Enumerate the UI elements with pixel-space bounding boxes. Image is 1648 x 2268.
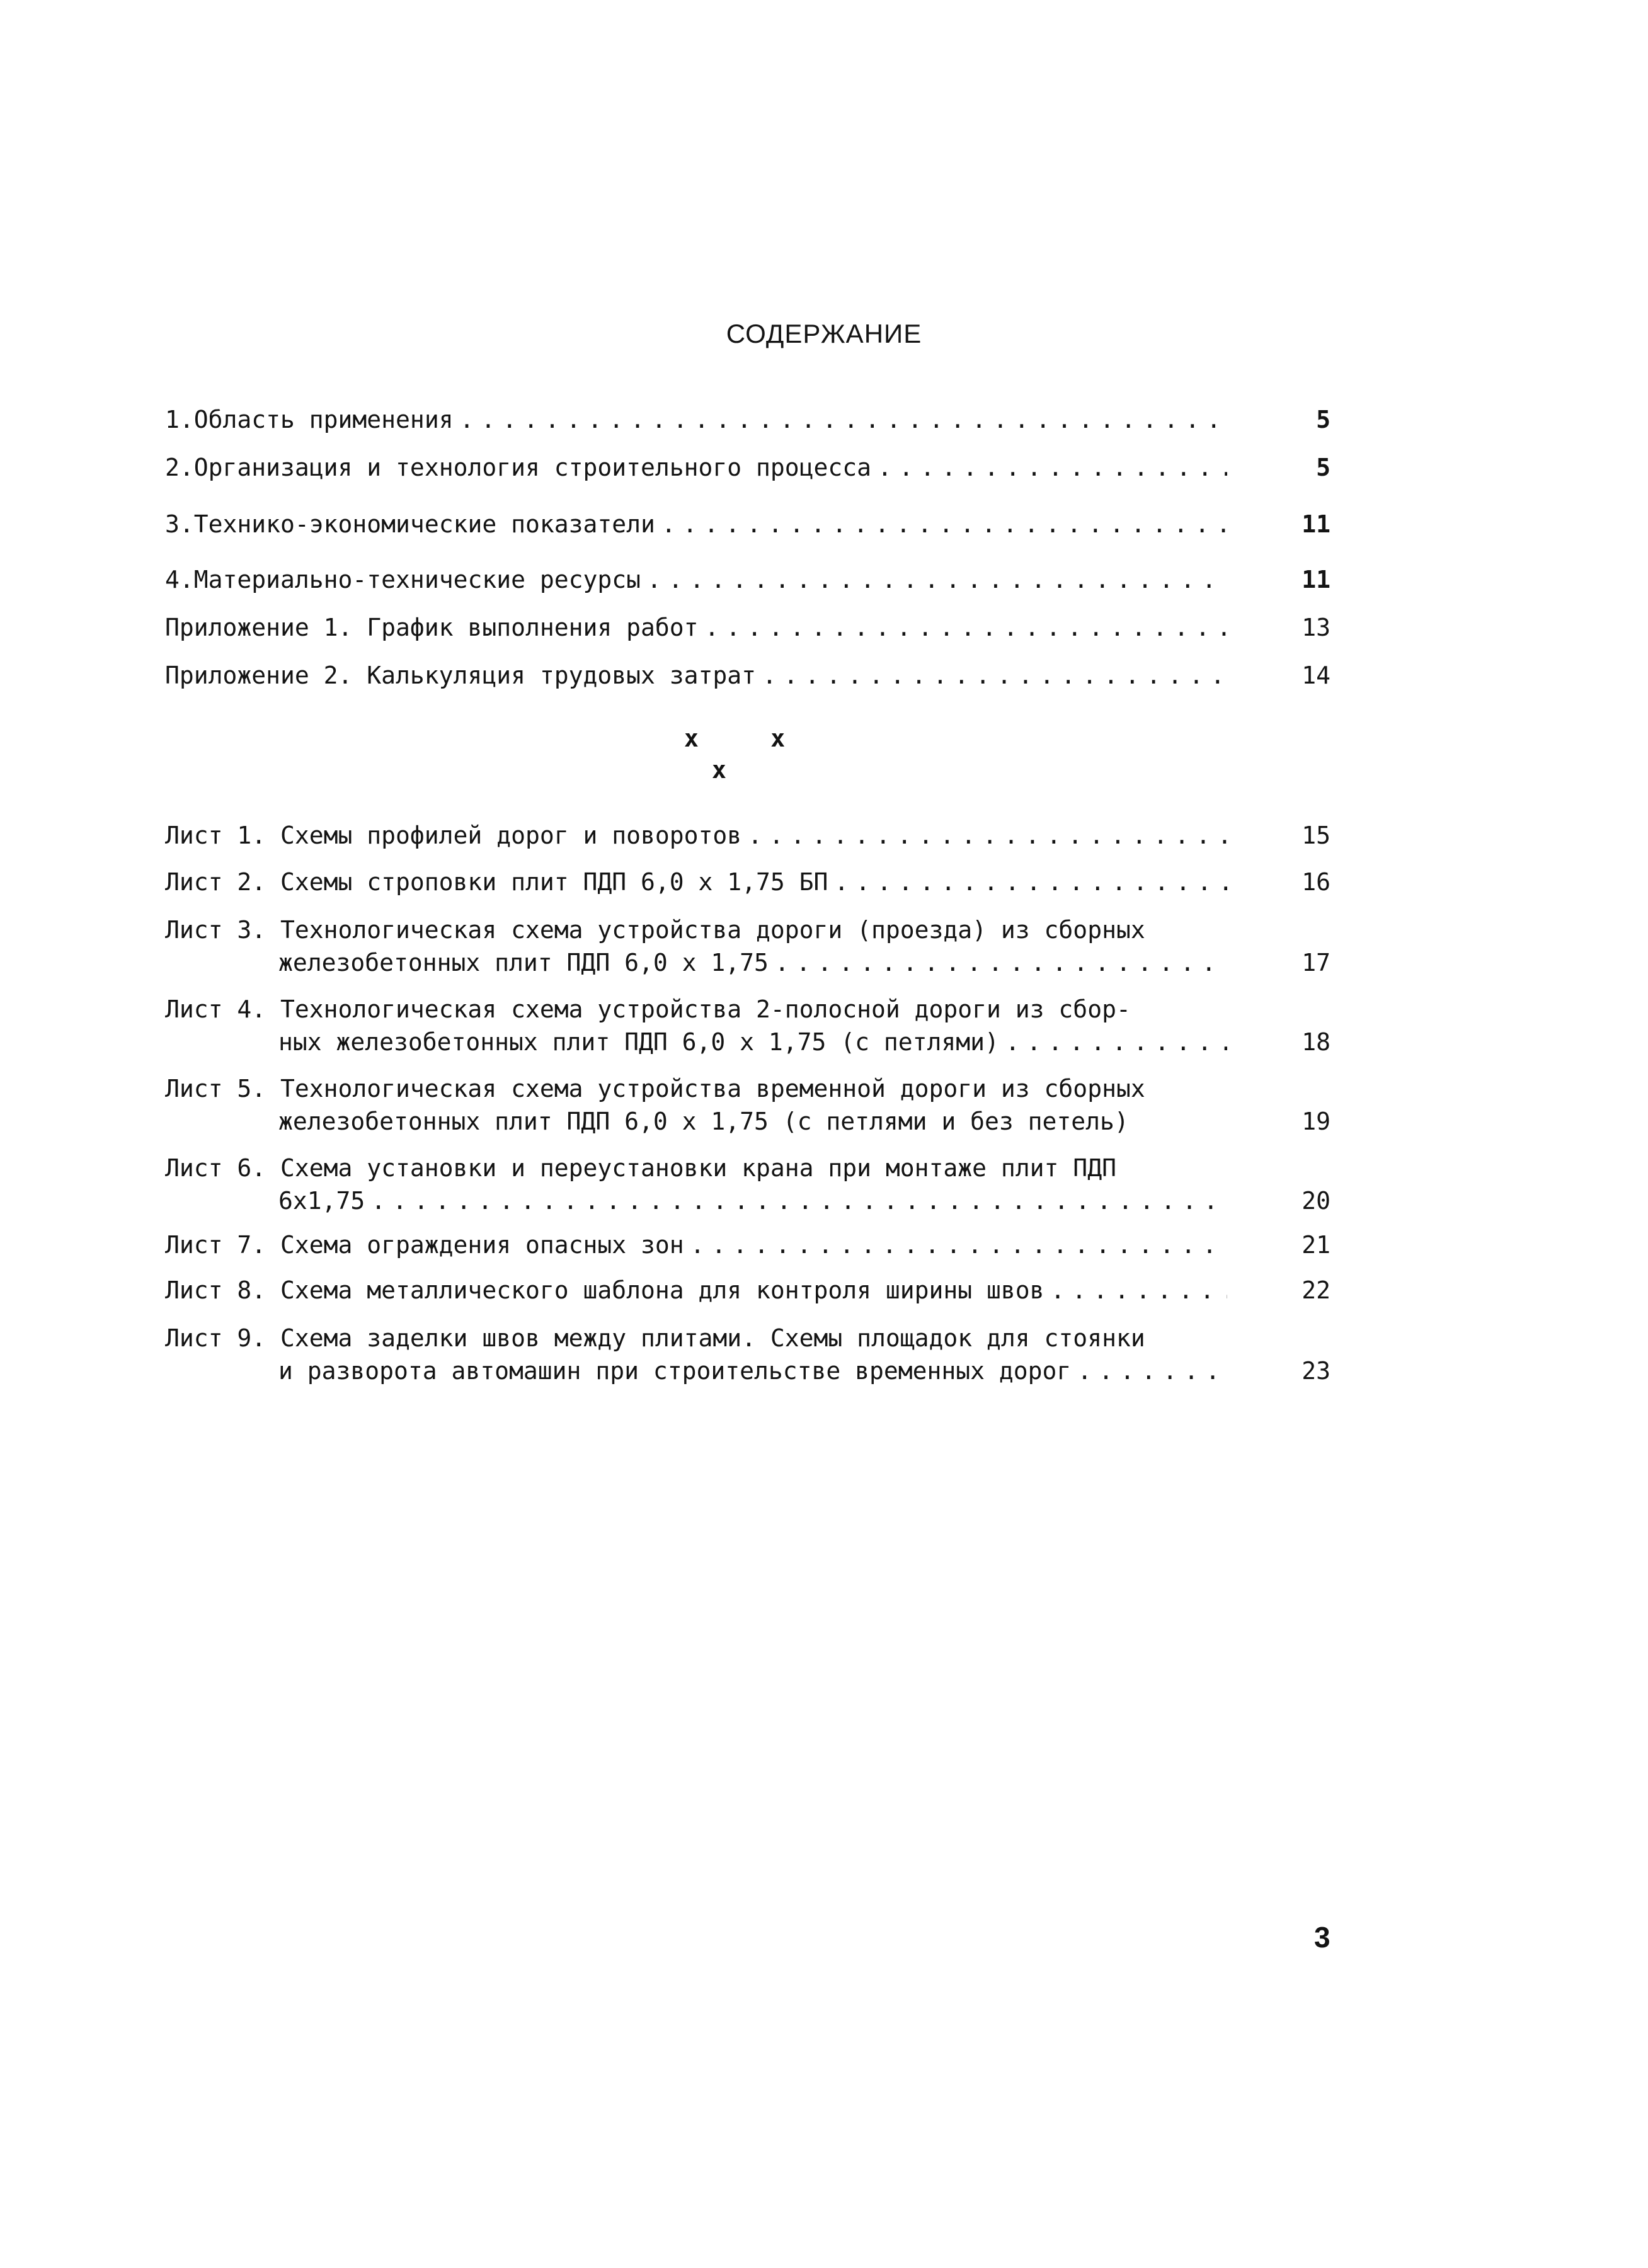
toc-entry-sheet-6: [165, 1152, 1330, 1217]
toc-entry-section-2: [165, 451, 1330, 484]
toc-entry-sheet-5: [165, 1072, 1330, 1138]
entry-number: 2.: [165, 454, 194, 481]
leader-dots: [698, 611, 1227, 644]
entry-page: 14: [1302, 662, 1330, 689]
toc-entry-appendix-2: [165, 659, 1330, 692]
page-title: СОДЕРЖАНИЕ: [726, 319, 922, 348]
entry-page: 11: [1302, 566, 1330, 593]
leader-dots: [1044, 1274, 1227, 1307]
entry-page: 20: [1302, 1187, 1330, 1215]
entry-page: 23: [1302, 1357, 1330, 1385]
entry-label-cont: железобетонных плит ПДП 6,0 х 1,75: [278, 949, 769, 976]
separator-bottom: x: [712, 756, 726, 784]
toc-entry-sheet-2: [165, 866, 1330, 898]
entry-label: Приложение 1. График выполнения работ: [165, 614, 699, 641]
leader-dots: [999, 1026, 1227, 1058]
entry-label: Лист 4. Технологическая схема устройства 2-полосной дороги из сбор-: [165, 995, 1131, 1023]
toc-entry-sheet-8: [165, 1274, 1330, 1307]
toc-entry-appendix-1: [165, 611, 1330, 644]
entry-label: Лист 8. Схема металлического шаблона для контроля ширины швов: [165, 1276, 1044, 1304]
toc-entry-sheet-9: [165, 1322, 1330, 1387]
toc-entry-sheet-4: [165, 993, 1330, 1058]
toc-entry-sheet-7: [165, 1228, 1330, 1261]
leader-dots: [655, 508, 1227, 541]
leader-dots: [1071, 1354, 1227, 1387]
entry-page: 19: [1302, 1108, 1330, 1135]
leader-dots: [769, 946, 1227, 979]
leader-dots: [684, 1228, 1227, 1261]
entry-label-cont: железобетонных плит ПДП 6,0 х 1,75 (с петлями и без петель): [278, 1108, 1129, 1135]
entry-label-cont: и разворота автомашин при строительстве временных дорог: [278, 1357, 1072, 1385]
entry-label: Лист 5. Технологическая схема устройства временной дороги из сборных: [165, 1075, 1145, 1102]
entry-label: Лист 3. Технологическая схема устройства дороги (проезда) из сборных: [165, 916, 1145, 944]
leader-dots: [871, 451, 1227, 484]
toc-entry-section-4: [165, 563, 1330, 596]
entry-label: Лист 7. Схема ограждения опасных зон: [165, 1231, 684, 1259]
entry-page: 5: [1316, 454, 1330, 481]
page-number: 3: [1314, 1921, 1330, 1954]
entry-label: Лист 1. Схемы профилей дорог и поворотов: [165, 822, 742, 849]
entry-page: 15: [1302, 822, 1330, 849]
toc-entry-sheet-1: [165, 819, 1330, 852]
leader-dots: [828, 866, 1227, 898]
leader-dots: [641, 563, 1227, 596]
entry-number: 3.: [165, 510, 194, 538]
entry-label: Лист 9. Схема заделки швов между плитами. Схемы площадок для стоянки: [165, 1324, 1145, 1352]
entry-page: 22: [1302, 1276, 1330, 1304]
leader-dots: [365, 1184, 1227, 1217]
leader-dots: [454, 403, 1227, 436]
entry-label: Лист 2. Схемы строповки плит ПДП 6,0 х 1,75 БП: [165, 868, 828, 896]
entry-page: 16: [1302, 868, 1330, 896]
entry-page: 17: [1302, 949, 1330, 976]
leader-dots: [741, 819, 1227, 852]
entry-label: Лист 6. Схема установки и переустановки крана при монтаже плит ПДП: [165, 1154, 1116, 1182]
entry-label: Материально-технические ресурсы: [193, 566, 641, 593]
entry-page: 5: [1316, 406, 1330, 433]
toc-entry-sheet-3: [165, 914, 1330, 979]
entry-label: Приложение 2. Калькуляция трудовых затрат: [165, 662, 756, 689]
toc-entry-section-3: [165, 508, 1330, 541]
entry-number: 4.: [165, 566, 194, 593]
entry-label: Область применения: [193, 406, 454, 433]
entry-label-cont: 6х1,75: [278, 1187, 365, 1215]
entry-page: 11: [1302, 510, 1330, 538]
entry-page: 18: [1302, 1028, 1330, 1056]
entry-number: 1.: [165, 406, 194, 433]
toc-entry-section-1: [165, 403, 1330, 436]
entry-label-cont: ных железобетонных плит ПДП 6,0 х 1,75 (с петлями): [278, 1028, 999, 1056]
entry-label: Технико-экономические показатели: [193, 510, 655, 538]
entry-page: 13: [1302, 614, 1330, 641]
entry-label: Организация и технология строительного процесса: [193, 454, 872, 481]
entry-page: 21: [1302, 1231, 1330, 1259]
leader-dots: [756, 659, 1227, 692]
separator-top: x x: [684, 724, 786, 752]
